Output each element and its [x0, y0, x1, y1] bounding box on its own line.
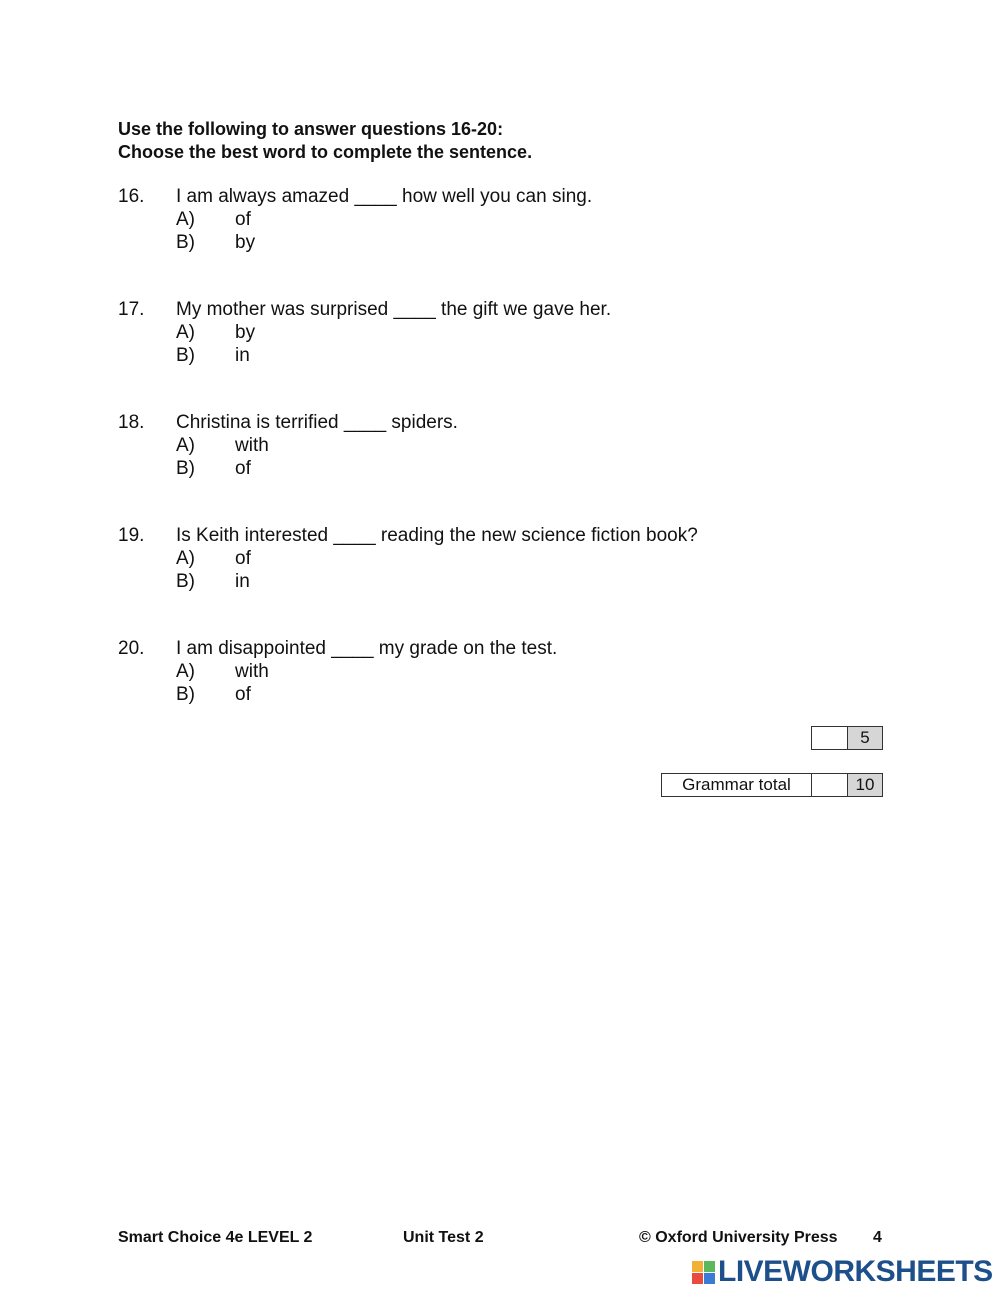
instructions-line-2: Choose the best word to complete the sentence. [118, 142, 533, 162]
option-text: by [235, 322, 256, 343]
question-text: Is Keith interested ____ reading the new science fiction book? [176, 525, 698, 546]
question-number: 18. [118, 412, 145, 433]
option-text: of [235, 458, 251, 479]
instructions [118, 118, 532, 164]
option-letter: B) [176, 571, 195, 592]
option-letter: A) [176, 661, 195, 682]
question-text: I am disappointed ____ my grade on the test. [176, 638, 558, 659]
option-letter: B) [176, 345, 195, 366]
footer-page-number: 4 [873, 1229, 882, 1246]
option-letter: A) [176, 548, 195, 569]
option-a[interactable] [118, 434, 458, 457]
grammar-total-input[interactable] [812, 774, 848, 797]
grammar-total-box [661, 773, 883, 797]
option-a[interactable] [118, 660, 557, 683]
section-score-max: 5 [848, 727, 883, 750]
option-text: with [235, 661, 269, 682]
option-letter: A) [176, 435, 195, 456]
question-18 [118, 411, 458, 480]
liveworksheets-logo [692, 1255, 993, 1289]
section-score-input[interactable] [812, 727, 848, 750]
option-a[interactable] [118, 321, 611, 344]
option-text: in [235, 345, 250, 366]
logo-block [692, 1261, 703, 1272]
grammar-total-label: Grammar total [662, 774, 812, 797]
option-letter: B) [176, 684, 195, 705]
logo-block [692, 1273, 703, 1284]
option-text: with [235, 435, 269, 456]
option-b[interactable] [118, 683, 557, 706]
option-b[interactable] [118, 570, 698, 593]
question-20 [118, 637, 557, 706]
logo-block [704, 1261, 715, 1272]
grammar-total-max: 10 [848, 774, 883, 797]
option-letter: A) [176, 209, 195, 230]
question-number: 16. [118, 186, 145, 207]
instructions-line-1: Use the following to answer questions 16-20: [118, 119, 504, 139]
option-b[interactable] [118, 231, 592, 254]
option-text: of [235, 684, 251, 705]
question-number: 20. [118, 638, 145, 659]
logo-blocks-icon [692, 1261, 715, 1284]
question-16 [118, 185, 592, 254]
option-text: of [235, 209, 251, 230]
footer-test: Unit Test 2 [403, 1229, 484, 1246]
footer-book: Smart Choice 4e LEVEL 2 [118, 1229, 313, 1246]
option-b[interactable] [118, 344, 611, 367]
question-19 [118, 524, 698, 593]
footer-publisher: © Oxford University Press [639, 1229, 838, 1246]
question-text: Christina is terrified ____ spiders. [176, 412, 458, 433]
option-letter: B) [176, 232, 195, 253]
option-a[interactable] [118, 208, 592, 231]
question-text: I am always amazed ____ how well you can sing. [176, 186, 593, 207]
logo-text: LIVEWORKSHEETS [718, 1255, 993, 1288]
option-a[interactable] [118, 547, 698, 570]
logo-block [704, 1273, 715, 1284]
option-letter: A) [176, 322, 195, 343]
option-text: in [235, 571, 250, 592]
option-text: of [235, 548, 251, 569]
question-number: 19. [118, 525, 145, 546]
question-text: My mother was surprised ____ the gift we gave her. [176, 299, 612, 320]
option-text: by [235, 232, 256, 253]
section-score-box [811, 726, 883, 750]
option-b[interactable] [118, 457, 458, 480]
option-letter: B) [176, 458, 195, 479]
question-17 [118, 298, 611, 367]
question-number: 17. [118, 299, 145, 320]
